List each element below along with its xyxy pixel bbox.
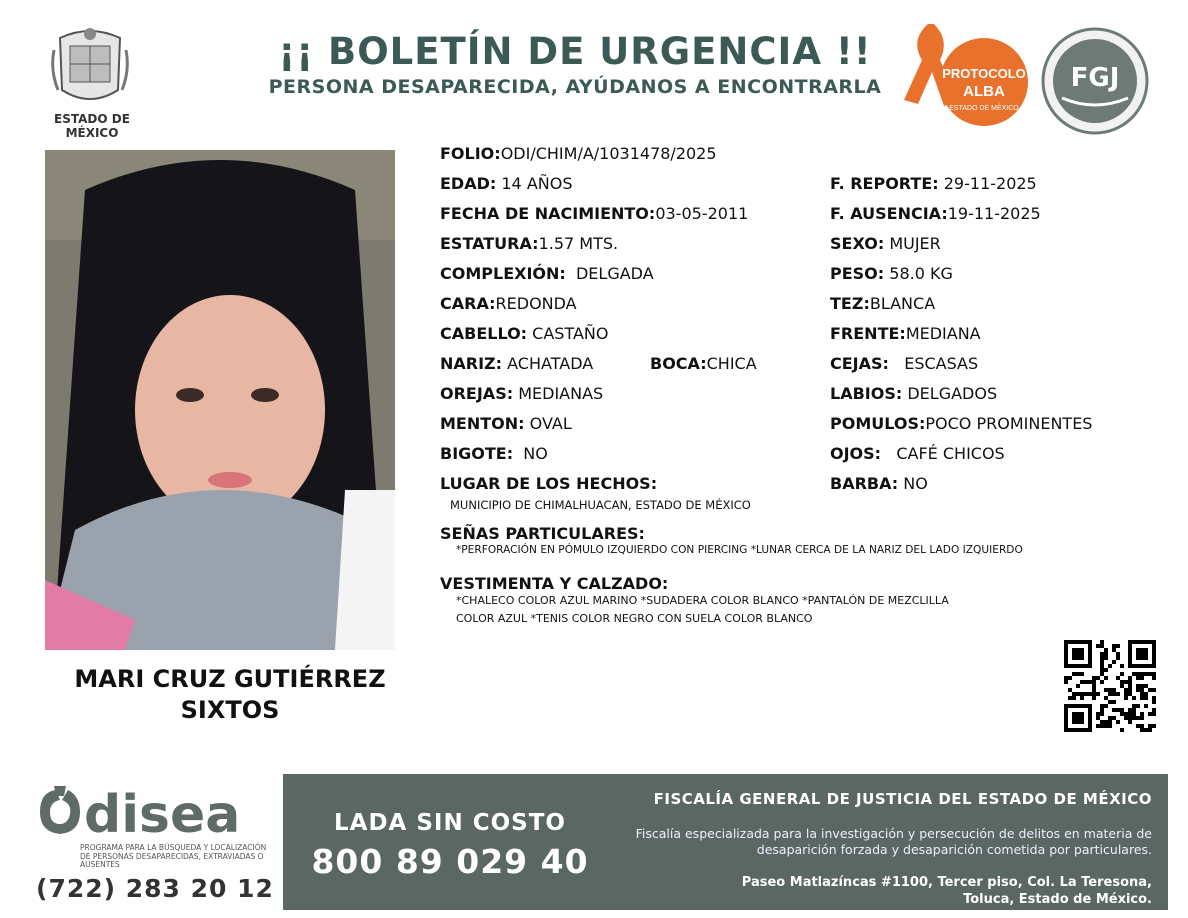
bigote-label: BIGOTE: (440, 444, 514, 463)
fgj-logo (1040, 26, 1150, 136)
person-name-line1: MARI CRUZ GUTIÉRREZ (74, 665, 386, 693)
bulletin-subtitle: PERSONA DESAPARECIDA, AYÚDANOS A ENCONTRARLA (268, 76, 882, 98)
lugar-value: MUNICIPIO DE CHIMALHUACAN, ESTADO DE MÉXICO (450, 498, 751, 512)
odisea-description: PROGRAMA PARA LA BÚSQUEDA Y LOCALIZACIÓN DE PERSONAS DESAPARECIDAS, EXTRAVIADAS O AUSENTES (80, 843, 267, 869)
bulletin-title: ¡¡ BOLETÍN DE URGENCIA !! (278, 30, 872, 73)
odisea-phone[interactable]: (722) 283 20 12 (36, 874, 274, 903)
boca-row (650, 354, 757, 373)
sexo-label: SEXO: (830, 234, 885, 253)
qr-code[interactable] (1064, 640, 1156, 732)
edad-label: EDAD: (440, 174, 497, 193)
lada-number[interactable]: 800 89 029 40 (311, 842, 589, 881)
boca-value: CHICA (706, 354, 757, 373)
senas-heading (440, 524, 645, 543)
alba-line3: ESTADO DE MÉXICO (949, 105, 1019, 112)
odisea-brand: disea (84, 785, 241, 844)
vestimenta-label: VESTIMENTA Y CALZADO: (440, 574, 669, 593)
cabello-row (440, 324, 608, 343)
menton-value: OVAL (529, 414, 572, 433)
senas-label: SEÑAS PARTICULARES: (440, 524, 645, 543)
ojos-label: OJOS: (830, 444, 882, 463)
labios-label: LABIOS: (830, 384, 903, 403)
cabello-label: CABELLO: (440, 324, 528, 343)
menton-label: MENTON: (440, 414, 525, 433)
complexion-label: COMPLEXIÓN: (440, 264, 566, 283)
peso-row (830, 264, 953, 283)
ojos-value: CAFÉ CHICOS (896, 444, 1005, 463)
orejas-value: MEDIANAS (518, 384, 604, 403)
cara-value: REDONDA (495, 294, 577, 313)
tez-row (830, 294, 935, 313)
agency-description: Fiscalía especializada para la investigación y persecución de delitos en materia de desaparición forzada y desaparición cometida por particulares. (635, 826, 1152, 857)
cara-label: CARA: (440, 294, 496, 313)
pomulos-label: POMULOS: (830, 414, 926, 433)
nariz-value: ACHATADA (507, 354, 594, 373)
edad-value: 14 AÑOS (501, 174, 573, 193)
agency-address (592, 874, 1152, 908)
cejas-label: CEJAS: (830, 354, 889, 373)
nacimiento-label: FECHA DE NACIMIENTO: (440, 204, 656, 223)
edad-row (440, 174, 572, 193)
person-name-line2: SIXTOS (180, 696, 280, 724)
vestimenta-line2: COLOR AZUL *TENIS COLOR NEGRO CON SUELA COLOR BLANCO (456, 612, 813, 625)
cejas-row (830, 354, 978, 373)
sexo-row (830, 234, 941, 253)
frente-row (830, 324, 981, 343)
bigote-value: NO (523, 444, 548, 463)
vestimenta-heading (440, 574, 668, 593)
protocolo-alba-logo (900, 20, 1030, 132)
senas-value: *PERFORACIÓN EN PÓMULO IZQUIERDO CON PIERCING *LUNAR CERCA DE LA NARIZ DEL LADO IZQUIERDO (456, 544, 1023, 556)
alba-line1: PROTOCOLO (942, 66, 1026, 81)
pomulos-row (830, 414, 1092, 433)
state-label: ESTADO DE MÉXICO (54, 112, 130, 140)
state-emblem-icon (50, 20, 130, 110)
tez-value: BLANCA (869, 294, 936, 313)
peso-value: 58.0 KG (889, 264, 953, 283)
address-line2: Toluca, Estado de México. (963, 892, 1152, 907)
orejas-label: OREJAS: (440, 384, 514, 403)
address-line1: Paseo Matlazíncas #1100, Tercer piso, Col. La Teresona, (741, 875, 1152, 890)
nariz-row (440, 354, 593, 373)
labios-value: DELGADOS (907, 384, 998, 403)
sexo-value: MUJER (889, 234, 941, 253)
estatura-row (440, 234, 618, 253)
person-name (45, 664, 415, 726)
ausencia-row (830, 204, 1041, 223)
barba-row (830, 474, 928, 493)
vestimenta-line1: *CHALECO COLOR AZUL MARINO *SUDADERA COLOR BLANCO *PANTALÓN DE MEZCLILLA (456, 594, 949, 607)
frente-label: FRENTE: (830, 324, 906, 343)
reporte-value: 29-11-2025 (943, 174, 1037, 193)
alba-line2: ALBA (963, 83, 1005, 100)
ojos-row (830, 444, 1005, 463)
reporte-label: F. REPORTE: (830, 174, 939, 193)
bigote-row (440, 444, 548, 463)
folio-label: FOLIO: (440, 144, 501, 163)
estatura-value: 1.57 MTS. (538, 234, 619, 253)
labios-row (830, 384, 997, 403)
complexion-row (440, 264, 654, 283)
lugar-row (440, 474, 657, 493)
menton-row (440, 414, 572, 433)
peso-label: PESO: (830, 264, 885, 283)
barba-value: NO (903, 474, 928, 493)
folio-row (440, 144, 717, 163)
pomulos-value: POCO PROMINENTES (925, 414, 1093, 433)
tez-label: TEZ: (830, 294, 870, 313)
reporte-row (830, 174, 1037, 193)
cejas-value: ESCASAS (904, 354, 979, 373)
ausencia-value: 19-11-2025 (947, 204, 1041, 223)
ausencia-label: F. AUSENCIA: (830, 204, 948, 223)
lada-label: LADA SIN COSTO (334, 810, 566, 836)
estatura-label: ESTATURA: (440, 234, 539, 253)
orejas-row (440, 384, 603, 403)
missing-person-photo (45, 150, 395, 650)
boca-label: BOCA: (650, 354, 707, 373)
complexion-value: DELGADA (575, 264, 654, 283)
cabello-value: CASTAÑO (532, 324, 609, 343)
cara-row (440, 294, 577, 313)
nacimiento-row (440, 204, 748, 223)
frente-value: MEDIANA (905, 324, 981, 343)
agency-name: FISCALÍA GENERAL DE JUSTICIA DEL ESTADO DE MÉXICO (653, 790, 1152, 808)
barba-label: BARBA: (830, 474, 899, 493)
folio-value: ODI/CHIM/A/1031478/2025 (500, 144, 717, 163)
fgj-text: FGJ (1070, 63, 1120, 93)
nariz-label: NARIZ: (440, 354, 503, 373)
lugar-label: LUGAR DE LOS HECHOS: (440, 474, 658, 493)
nacimiento-value: 03-05-2011 (655, 204, 749, 223)
